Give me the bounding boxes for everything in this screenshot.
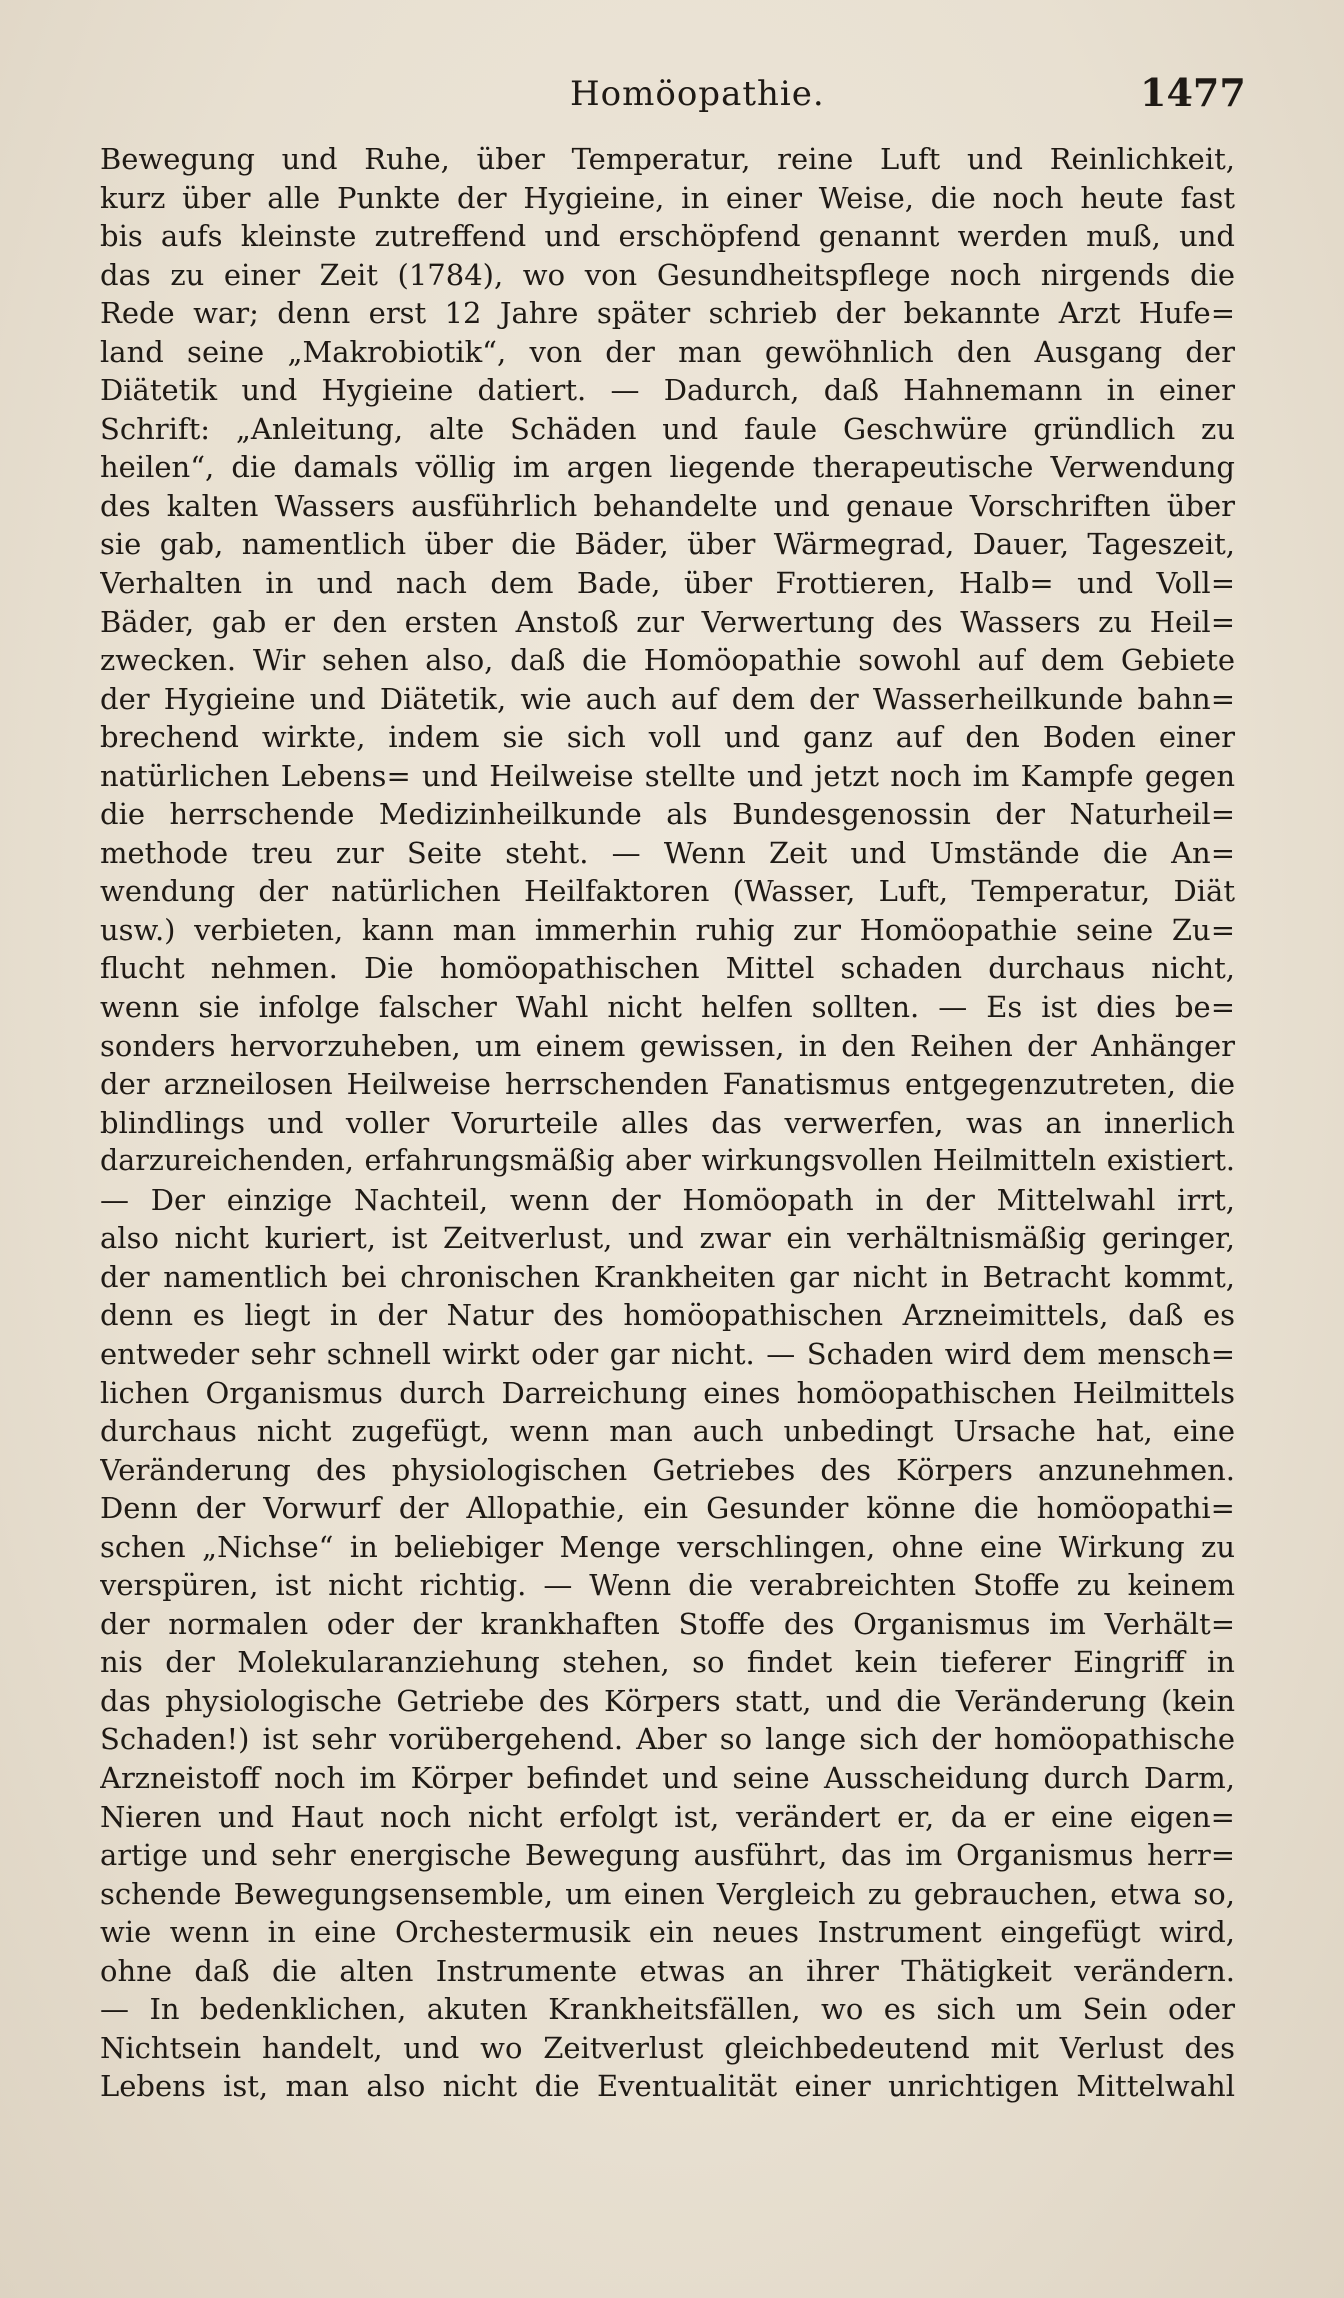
text-line: Nieren und Haut noch nicht erfolgt ist, verändert er, da er eine eigen= <box>100 1799 1235 1834</box>
text-line: brechend wirkte, indem sie sich voll und ganz auf den Boden einer <box>100 720 1235 755</box>
text-line: kurz über alle Punkte der Hygieine, in einer Weise, die noch heute fast <box>100 180 1235 215</box>
text-line: Diätetik und Hygieine datiert. — Dadurch, daß Hahnemann in einer <box>100 373 1235 408</box>
text-line: Schaden!) ist sehr vorübergehend. Aber so lange sich der homöopathische <box>100 1722 1235 1757</box>
text-line: des kalten Wassers ausführlich behandelte und genaue Vorschriften über <box>100 488 1235 523</box>
text-line: darzureichenden, erfahrungsmäßig aber wirkungsvollen Heilmitteln existiert. <box>100 1144 1235 1178</box>
text-line: das zu einer Zeit (1784), wo von Gesundheitspflege noch nirgends die <box>100 257 1235 292</box>
text-line: Bewegung und Ruhe, über Temperatur, reine Luft und Reinlichkeit, <box>100 142 1235 176</box>
text-line: denn es liegt in der Natur des homöopathischen Arzneimittels, daß es <box>100 1298 1235 1333</box>
text-line: wendung der natürlichen Heilfaktoren (Wasser, Luft, Temperatur, Diät <box>100 874 1235 909</box>
text-line: — Der einzige Nachteil, wenn der Homöopath in der Mittelwahl irrt, <box>100 1182 1235 1217</box>
running-head <box>0 70 1344 130</box>
text-line: der normalen oder der krankhaften Stoffe des Organismus im Verhält= <box>100 1606 1235 1641</box>
text-line: methode treu zur Seite steht. — Wenn Zeit und Umstände die An= <box>100 835 1235 870</box>
text-line: nis der Molekularanziehung stehen, so findet kein tieferer Eingriff in <box>100 1645 1235 1680</box>
text-line: Arzneistoff noch im Körper befindet und seine Ausscheidung durch Darm, <box>100 1760 1235 1795</box>
text-line: sie gab, namentlich über die Bäder, über Wärmegrad, Dauer, Tageszeit, <box>100 527 1235 562</box>
text-line: das physiologische Getriebe des Körpers statt, und die Veränderung (kein <box>100 1683 1235 1718</box>
text-line: — In bedenklichen, akuten Krankheitsfällen, wo es sich um Sein oder <box>100 1992 1235 2027</box>
text-line: Nichtsein handelt, und wo Zeitverlust gleichbedeutend mit Verlust des <box>100 2030 1235 2065</box>
text-line: ohne daß die alten Instrumente etwas an ihrer Thätigkeit verändern. <box>100 1953 1235 1988</box>
text-line: schen „Nichse“ in beliebiger Menge verschlingen, ohne eine Wirkung zu <box>100 1529 1235 1564</box>
text-line: Veränderung des physiologischen Getriebes des Körpers anzunehmen. <box>100 1452 1235 1487</box>
text-line: der arzneilosen Heilweise herrschenden Fanatismus entgegenzutreten, die <box>100 1067 1235 1102</box>
text-line: Lebens ist, man also nicht die Eventualität einer unrichtigen Mittelwahl <box>100 2069 1235 2104</box>
text-line: Verhalten in und nach dem Bade, über Frottieren, Halb= und Voll= <box>100 566 1235 601</box>
text-line: artige und sehr energische Bewegung ausführt, das im Organismus herr= <box>100 1838 1235 1873</box>
text-line: sonders hervorzuheben, um einem gewissen, in den Reihen der Anhänger <box>100 1028 1235 1063</box>
text-line: bis aufs kleinste zutreffend und erschöpfend genannt werden muß, und <box>100 219 1235 254</box>
text-line: flucht nehmen. Die homöopathischen Mittel schaden durchaus nicht, <box>100 951 1235 986</box>
text-line: die herrschende Medizinheilkunde als Bundesgenossin der Naturheil= <box>100 797 1235 832</box>
text-line: verspüren, ist nicht richtig. — Wenn die verabreichten Stoffe zu keinem <box>100 1568 1235 1603</box>
text-line: der namentlich bei chronischen Krankheiten gar nicht in Betracht kommt, <box>100 1259 1235 1294</box>
text-line: also nicht kuriert, ist Zeitverlust, und zwar ein verhältnismäßig geringer, <box>100 1221 1235 1256</box>
text-line: schende Bewegungsensemble, um einen Vergleich zu gebrauchen, etwa so, <box>100 1876 1235 1911</box>
text-line: durchaus nicht zugefügt, wenn man auch unbedingt Ursache hat, eine <box>100 1414 1235 1449</box>
text-line: blindlings und voller Vorurteile alles das verwerfen, was an innerlich <box>100 1105 1235 1140</box>
running-title: Homöopathie. <box>570 74 825 114</box>
text-line: wie wenn in eine Orchestermusik ein neues Instrument eingefügt wird, <box>100 1915 1235 1950</box>
text-line: lichen Organismus durch Darreichung eines homöopathischen Heilmittels <box>100 1375 1235 1410</box>
text-line: der Hygieine und Diätetik, wie auch auf dem der Wasserheilkunde bahn= <box>100 681 1235 716</box>
body-text <box>100 140 1235 2106</box>
text-line: Schrift: „Anleitung, alte Schäden und faule Geschwüre gründlich zu <box>100 411 1235 446</box>
text-line: natürlichen Lebens= und Heilweise stellte und jetzt noch im Kampfe gegen <box>100 758 1235 793</box>
page-number: 1477 <box>1140 70 1246 115</box>
text-line: land seine „Makrobiotik“, von der man gewöhnlich den Ausgang der <box>100 334 1235 369</box>
text-line: wenn sie infolge falscher Wahl nicht helfen sollten. — Es ist dies be= <box>100 990 1235 1025</box>
text-line: Rede war; denn erst 12 Jahre später schrieb der bekannte Arzt Hufe= <box>100 296 1235 331</box>
text-line: heilen“, die damals völlig im argen liegende therapeutische Verwendung <box>100 450 1235 485</box>
text-line: zwecken. Wir sehen also, daß die Homöopathie sowohl auf dem Gebiete <box>100 643 1235 678</box>
text-line: usw.) verbieten, kann man immerhin ruhig zur Homöopathie seine Zu= <box>100 912 1235 947</box>
text-line: Bäder, gab er den ersten Anstoß zur Verwertung des Wassers zu Heil= <box>100 604 1235 639</box>
text-line: entweder sehr schnell wirkt oder gar nicht. — Schaden wird dem mensch= <box>100 1336 1235 1371</box>
text-line: Denn der Vorwurf der Allopathie, ein Gesunder könne die homöopathi= <box>100 1491 1235 1526</box>
